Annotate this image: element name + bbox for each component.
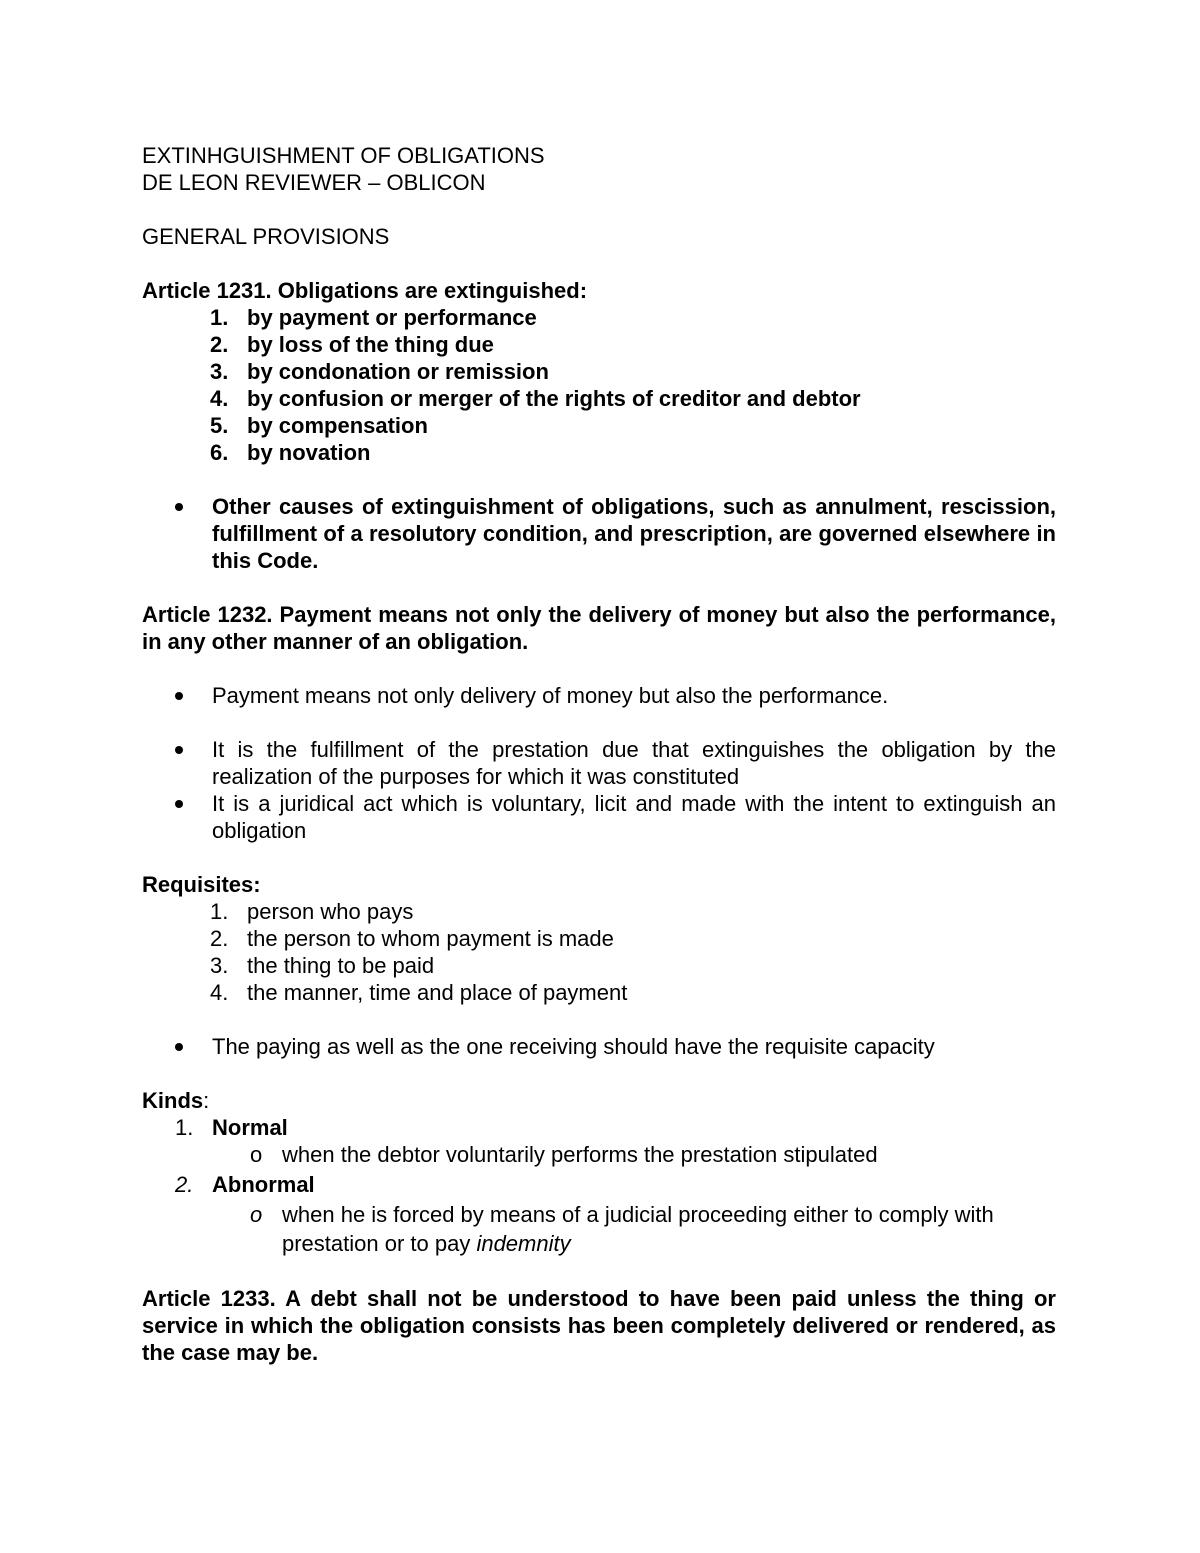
kinds-heading: Kinds: [142,1088,210,1113]
kinds-abnormal-description: o when he is forced by means of a judicial proceeding either to comply with prestation or to pay indemnity [250,1202,994,1256]
kinds-item-abnormal: 2. Abnormal [175,1172,315,1197]
bullet-icon [175,692,183,700]
article-1231-list [142,304,1056,466]
document-subtitle: DE LEON REVIEWER – OBLICON [142,170,486,195]
article-1231-bullets [142,493,1056,574]
article-1233-heading: Article 1233. A debt shall not be understood to have been paid unless the thing or service in which the obligation consists has been completely delivered or rendered, as the case may be. [142,1286,1056,1365]
article-1232-bullets [142,682,1056,709]
bullet-icon [175,746,183,754]
bullet-item: Other causes of extinguishment of obligations, such as annulment, rescission, fulfillment of a resolutory condition, and prescription, are governed elsewhere in this Code. [142,493,1056,574]
list-item: 4. the manner, time and place of payment [210,980,628,1005]
article-1231-heading: Article 1231. Obligations are extinguished: [142,278,588,303]
requisites-heading: Requisites: [142,872,261,897]
bullet-icon [175,800,183,808]
section-heading-general-provisions: GENERAL PROVISIONS [142,224,390,249]
list-item: 2. by loss of the thing due [210,332,494,357]
bullet-item: It is the fulfillment of the prestation due that extinguishes the obligation by the realization of the purposes for which it was constituted [142,736,1056,790]
article-1232-heading: Article 1232. Payment means not only the delivery of money but also the performance, in any other manner of an obligation. [142,602,1056,654]
list-item: 6. by novation [210,440,371,465]
list-item: 2. the person to whom payment is made [210,926,614,951]
document-page [142,142,1056,1366]
list-item: 1. person who pays [210,899,414,924]
document-title: EXTINHGUISHMENT OF OBLIGATIONS [142,143,545,168]
bullet-item: The paying as well as the one receiving should have the requisite capacity [142,1033,1056,1060]
list-item: 4. by confusion or merger of the rights of creditor and debtor [210,386,861,411]
bullet-item: It is a juridical act which is voluntary, licit and made with the intent to extinguish an obligation [142,790,1056,844]
list-item: 1. by payment or performance [210,305,537,330]
bullet-icon [175,503,183,511]
bullet-item: Payment means not only delivery of money but also the performance. [142,682,1056,709]
kinds-item-normal: 1. Normal [175,1115,288,1140]
list-item: 5. by compensation [210,413,428,438]
article-1232-bullets-2 [142,736,1056,844]
requisites-bullets [142,1033,1056,1060]
list-item: 3. the thing to be paid [210,953,435,978]
bullet-icon [175,1043,183,1051]
requisites-list [142,898,1056,1006]
list-item: 3. by condonation or remission [210,359,549,384]
kinds-normal-description: o when the debtor voluntarily performs the prestation stipulated [250,1142,878,1167]
